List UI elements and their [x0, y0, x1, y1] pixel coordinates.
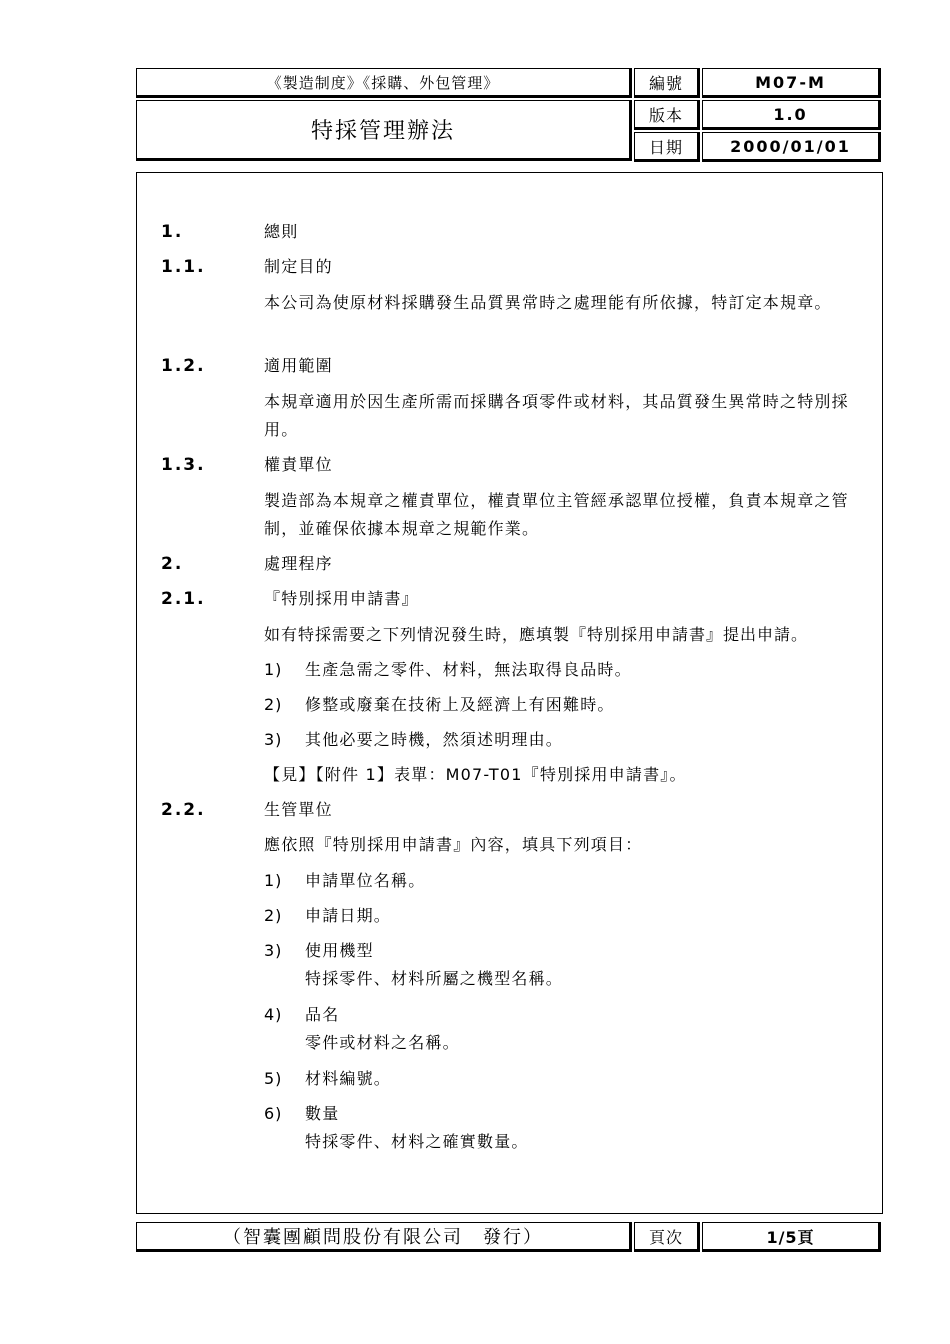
list-item: 申請日期。	[305, 906, 392, 925]
code-label: 編號	[634, 68, 700, 98]
section-number: 1.3.	[161, 455, 206, 475]
attachment-reference: 【見】【附件 1】表單：M07-T01『特別採用申請書』。	[264, 765, 687, 784]
footer-publisher: （智囊團顧問股份有限公司 發行）	[136, 1222, 632, 1252]
header-title: 特採管理辦法	[136, 100, 632, 161]
section-title: 處理程序	[264, 554, 333, 573]
section-number: 1.1.	[161, 257, 206, 277]
section-number: 2.1.	[161, 589, 206, 609]
date-value: 2000/01/01	[702, 132, 881, 162]
list-item: 材料編號。	[305, 1069, 392, 1088]
section-number: 1.2.	[161, 356, 206, 376]
header-category: 《製造制度》《採購、外包管理》	[136, 68, 632, 98]
list-item-number: 6)	[264, 1104, 283, 1123]
version-label: 版本	[634, 100, 700, 130]
section-title: 生管單位	[264, 800, 333, 819]
section-paragraph: 製造部為本規章之權責單位，權責單位主管經承認單位授權，負責本規章之管制，並確保依據本規章之規範作業。	[264, 491, 849, 538]
section-intro: 如有特採需要之下列情況發生時，應填製『特別採用申請書』提出申請。	[264, 625, 809, 644]
list-item: 其他必要之時機，然須述明理由。	[305, 730, 564, 749]
list-item: 生產急需之零件、材料，無法取得良品時。	[305, 660, 632, 679]
list-item: 修整或廢棄在技術上及經濟上有困難時。	[305, 695, 615, 714]
list-item-number: 2)	[264, 906, 283, 925]
list-item: 申請單位名稱。	[305, 871, 426, 890]
section-number: 2.2.	[161, 800, 206, 820]
list-item-number: 2)	[264, 695, 283, 714]
section-paragraph: 本規章適用於因生產所需而採購各項零件或材料，其品質發生異常時之特別採用。	[264, 392, 849, 439]
list-item-number: 3)	[264, 941, 283, 960]
date-label: 日期	[634, 132, 700, 162]
section-title: 總則	[264, 222, 299, 241]
list-item: 品名	[305, 1005, 340, 1024]
section-title: 『特別採用申請書』	[264, 589, 419, 608]
section-title: 權責單位	[264, 455, 333, 474]
list-item-detail: 特採零件、材料所屬之機型名稱。	[305, 969, 564, 988]
list-item: 數量	[305, 1104, 340, 1123]
page-label: 頁次	[634, 1222, 700, 1252]
page-number: 1/5頁	[702, 1222, 881, 1252]
section-number: 2.	[161, 554, 184, 574]
list-item: 使用機型	[305, 941, 374, 960]
list-item-detail: 特採零件、材料之確實數量。	[305, 1132, 529, 1151]
section-title: 適用範圍	[264, 356, 333, 375]
list-item-detail: 零件或材料之名稱。	[305, 1033, 460, 1052]
section-number: 1.	[161, 222, 184, 242]
section-title: 制定目的	[264, 257, 333, 276]
list-item-number: 1)	[264, 871, 283, 890]
section-paragraph: 本公司為使原材料採購發生品質異常時之處理能有所依據，特訂定本規章。	[264, 293, 832, 312]
version-value: 1.0	[702, 100, 881, 130]
section-intro: 應依照『特別採用申請書』內容，填具下列項目：	[264, 835, 643, 854]
code-value: M07-M	[702, 68, 881, 98]
list-item-number: 5)	[264, 1069, 283, 1088]
list-item-number: 1)	[264, 660, 283, 679]
list-item-number: 3)	[264, 730, 283, 749]
list-item-number: 4)	[264, 1005, 283, 1024]
